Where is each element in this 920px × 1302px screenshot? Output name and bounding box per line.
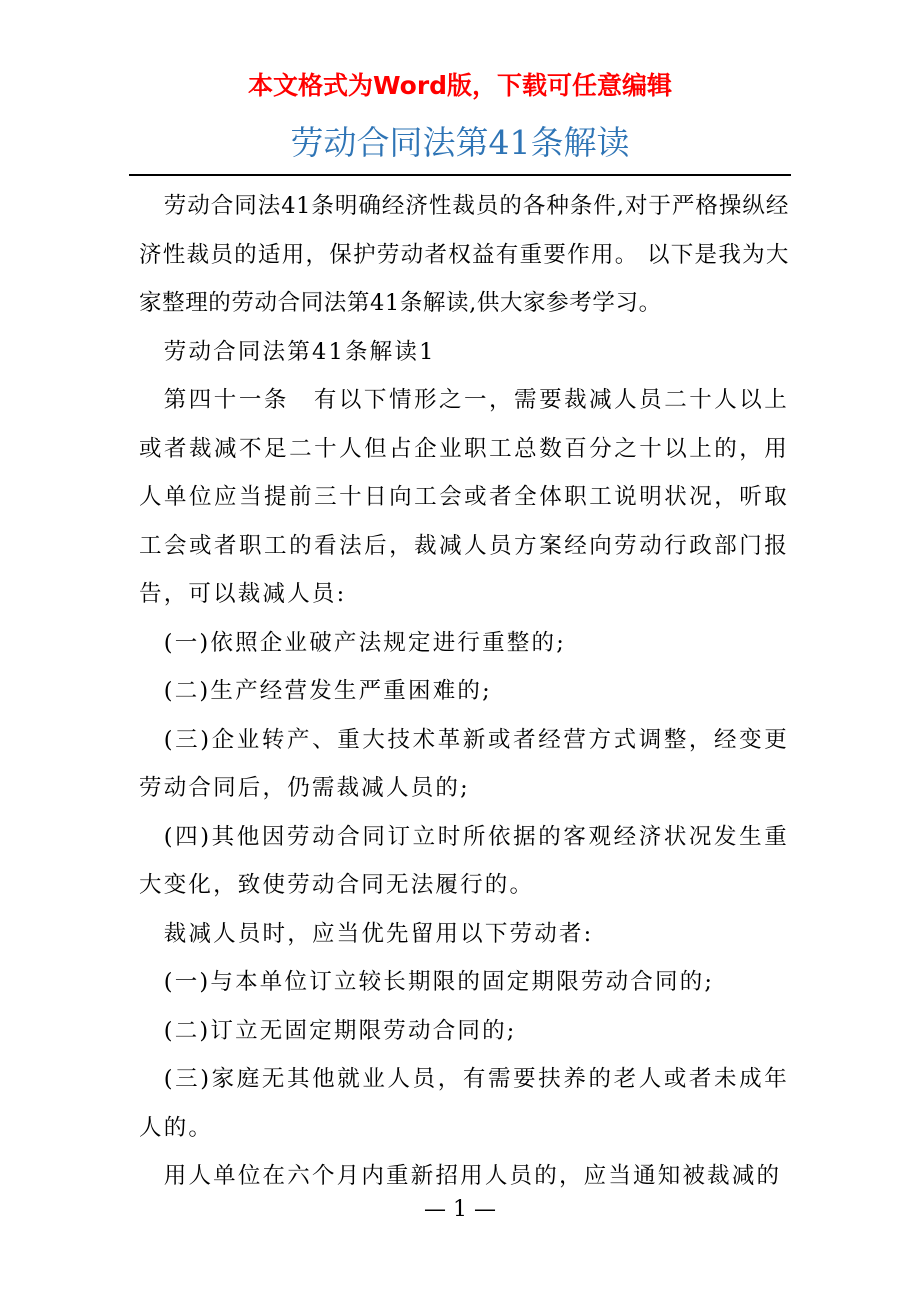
section-heading: 劳动合同法第41条解读1: [163, 338, 436, 365]
retention-item-1: (一)与本单位订立较长期限的固定期限劳动合同的;: [163, 969, 715, 995]
condition-item-2: (二)生产经营发生严重困难的;: [163, 678, 492, 704]
article-41-paragraph: 第四十一条 有以下情形之一，需要裁减人员二十人以上或者裁减不足二十人但占企业职工总数百分之十以上的，用人单位应当提前三十日向工会或者全体职工说明状况，听取工会或者职工的看法后，裁减人员方案经向劳动行政部门报告，可以裁减人员:: [139, 387, 789, 607]
retention-item-2: (二)订立无固定期限劳动合同的;: [163, 1017, 517, 1044]
retention-item-3: (三)家庭无其他就业人员，有需要扶养的老人或者未成年人的。: [139, 1066, 789, 1141]
condition-item-1: (一)依照企业破产法规定进行重整的;: [163, 629, 566, 656]
format-notice-banner: 本文格式为Word版，下载可任意编辑: [247, 71, 673, 100]
intro-paragraph: 劳动合同法41条明确经济性裁员的各种条件,对于严格操纵经济性裁员的适用，保护劳动者权益有重要作用。 以下是我为大家整理的劳动合同法第41条解读,供大家参考学习。: [139, 193, 789, 316]
rehire-paragraph: 用人单位在六个月内重新招用人员的，应当通知被裁减的: [163, 1163, 782, 1189]
condition-item-3: (三)企业转产、重大技术革新或者经营方式调整，经变更劳动合同后，仍需裁减人员的;: [139, 726, 789, 801]
document-body: [139, 182, 789, 1201]
condition-item-4: (四)其他因劳动合同订立时所依据的客观经济状况发生重大变化，致使劳动合同无法履行的。: [139, 823, 789, 898]
document-title: 劳动合同法第41条解读: [290, 123, 630, 162]
page-number: — 1 —: [424, 1197, 496, 1222]
retention-intro-paragraph: 裁减人员时，应当优先留用以下劳动者:: [163, 920, 594, 947]
title-divider: [129, 174, 791, 176]
